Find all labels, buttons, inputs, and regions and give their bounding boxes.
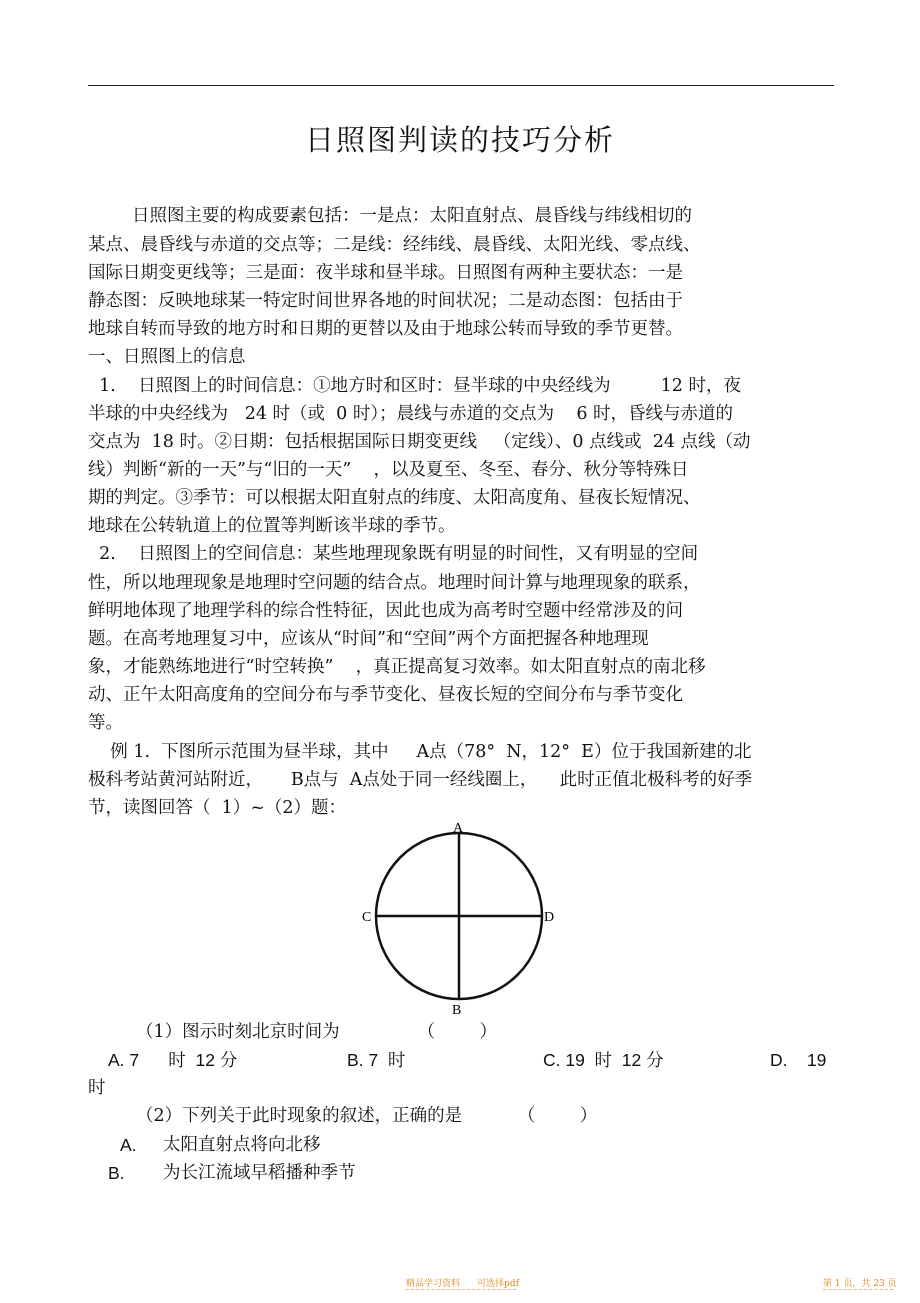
- intro-line: 日照图主要的构成要素包括：一是点：太阳直射点、晨昏线与纬线相切的: [132, 206, 692, 226]
- item1-line: 线）判断“新的一天”与“旧的一天” ，以及夏至、冬至、春分、秋分等特殊日: [88, 460, 689, 480]
- q1-option-c[interactable]: C. 19 时 12 分: [543, 1050, 664, 1070]
- question1-stem: （1）图示时刻北京时间为 （ ）: [136, 1022, 498, 1042]
- footer-watermark: 精品学习资料 可选择pdf: [406, 1279, 520, 1289]
- q1-option-a[interactable]: A. 7 时 12 分: [108, 1050, 238, 1070]
- item2-line: 2. 日照图上的空间信息：某些地理现象既有明显的时间性，又有明显的空间: [88, 544, 699, 564]
- sunlit-hemisphere-diagram: [355, 818, 565, 1018]
- example-line: 节，读图回答（ 1）~（2）题：: [88, 798, 347, 818]
- item1-line: 交点为 18 时。②日期：包括根据国际日期变更线 （定线）、0 点线或 24 点线（动: [88, 432, 751, 452]
- q1-option-b[interactable]: B. 7 时: [347, 1050, 406, 1070]
- q2-option-b-text[interactable]: 为长江流域早稻播种季节: [163, 1163, 356, 1183]
- q2-option-b-letter[interactable]: B.: [108, 1163, 125, 1183]
- q1-option-d[interactable]: D. 19: [770, 1050, 827, 1070]
- q2-option-a-text[interactable]: 太阳直射点将向北移: [163, 1135, 321, 1155]
- point-d-label: D: [544, 910, 555, 925]
- item2-line: 动、正午太阳高度角的空间分布与季节变化、昼夜长短的空间分布与季节变化: [88, 685, 683, 705]
- intro-line: 国际日期变更线等；三是面：夜半球和昼半球。日照图有两种主要状态：一是: [88, 263, 683, 283]
- item2-line: 象，才能熟练地进行“时空转换” ，真正提高复习效率。如太阳直射点的南北移: [88, 657, 706, 677]
- footer-divider: [823, 1289, 893, 1291]
- example-line: 例 1. 下图所示范围为昼半球，其中 A点（78° N，12° E）位于我国新建的北: [88, 742, 752, 762]
- q2-option-a-letter[interactable]: A.: [120, 1135, 137, 1155]
- point-c-label: C: [362, 910, 372, 925]
- intro-line: 某点、晨昏线与赤道的交点等；二是线：经纬线、晨昏线、太阳光线、零点线、: [88, 235, 701, 255]
- question2-stem: （2）下列关于此时现象的叙述，正确的是 （ ）: [136, 1106, 598, 1126]
- footer-divider: [406, 1289, 516, 1291]
- item1-line: 期的判定。③季节：可以根据太阳直射点的纬度、太阳高度角、昼夜长短情况、: [88, 488, 701, 508]
- intro-line: 地球自转而导致的地方时和日期的更替以及由于地球公转而导致的季节更替。: [88, 319, 683, 339]
- header-rule: [88, 85, 834, 86]
- page-title: 日照图判读的技巧分析: [304, 123, 615, 157]
- item2-line: 性，所以地理现象是地理时空问题的结合点。地理时间计算与地理现象的联系，: [88, 573, 701, 593]
- item2-line: 等。: [88, 713, 123, 733]
- item1-line: 半球的中央经线为 24 时（或 0 时）；晨线与赤道的交点为 6 时，昏线与赤道的: [88, 404, 734, 424]
- item2-line: 鲜明地体现了地理学科的综合性特征，因此也成为高考时空题中经常涉及的问: [88, 601, 683, 621]
- item2-line: 题。在高考地理复习中，应该从“时间”和“空间”两个方面把握各种地理现: [88, 629, 649, 649]
- item1-line: 地球在公转轨道上的位置等判断该半球的季节。: [88, 516, 456, 536]
- page-number: 第 1 页，共 23 页: [823, 1279, 897, 1289]
- point-b-label: B: [452, 1003, 462, 1018]
- intro-line: 静态图：反映地球某一特定时间世界各地的时间状况；二是动态图：包括由于: [88, 291, 683, 311]
- example-line: 极科考站黄河站附近， B点与 A点处于同一经线圈上， 此时正值北极科考的好季: [88, 770, 753, 790]
- item1-line: 1. 日照图上的时间信息：①地方时和区时：昼半球的中央经线为 12 时，夜: [88, 376, 741, 396]
- q1-option-d-continued: 时: [88, 1078, 106, 1098]
- point-a-label: A: [453, 821, 464, 836]
- section-heading: 一、日照图上的信息: [88, 347, 246, 367]
